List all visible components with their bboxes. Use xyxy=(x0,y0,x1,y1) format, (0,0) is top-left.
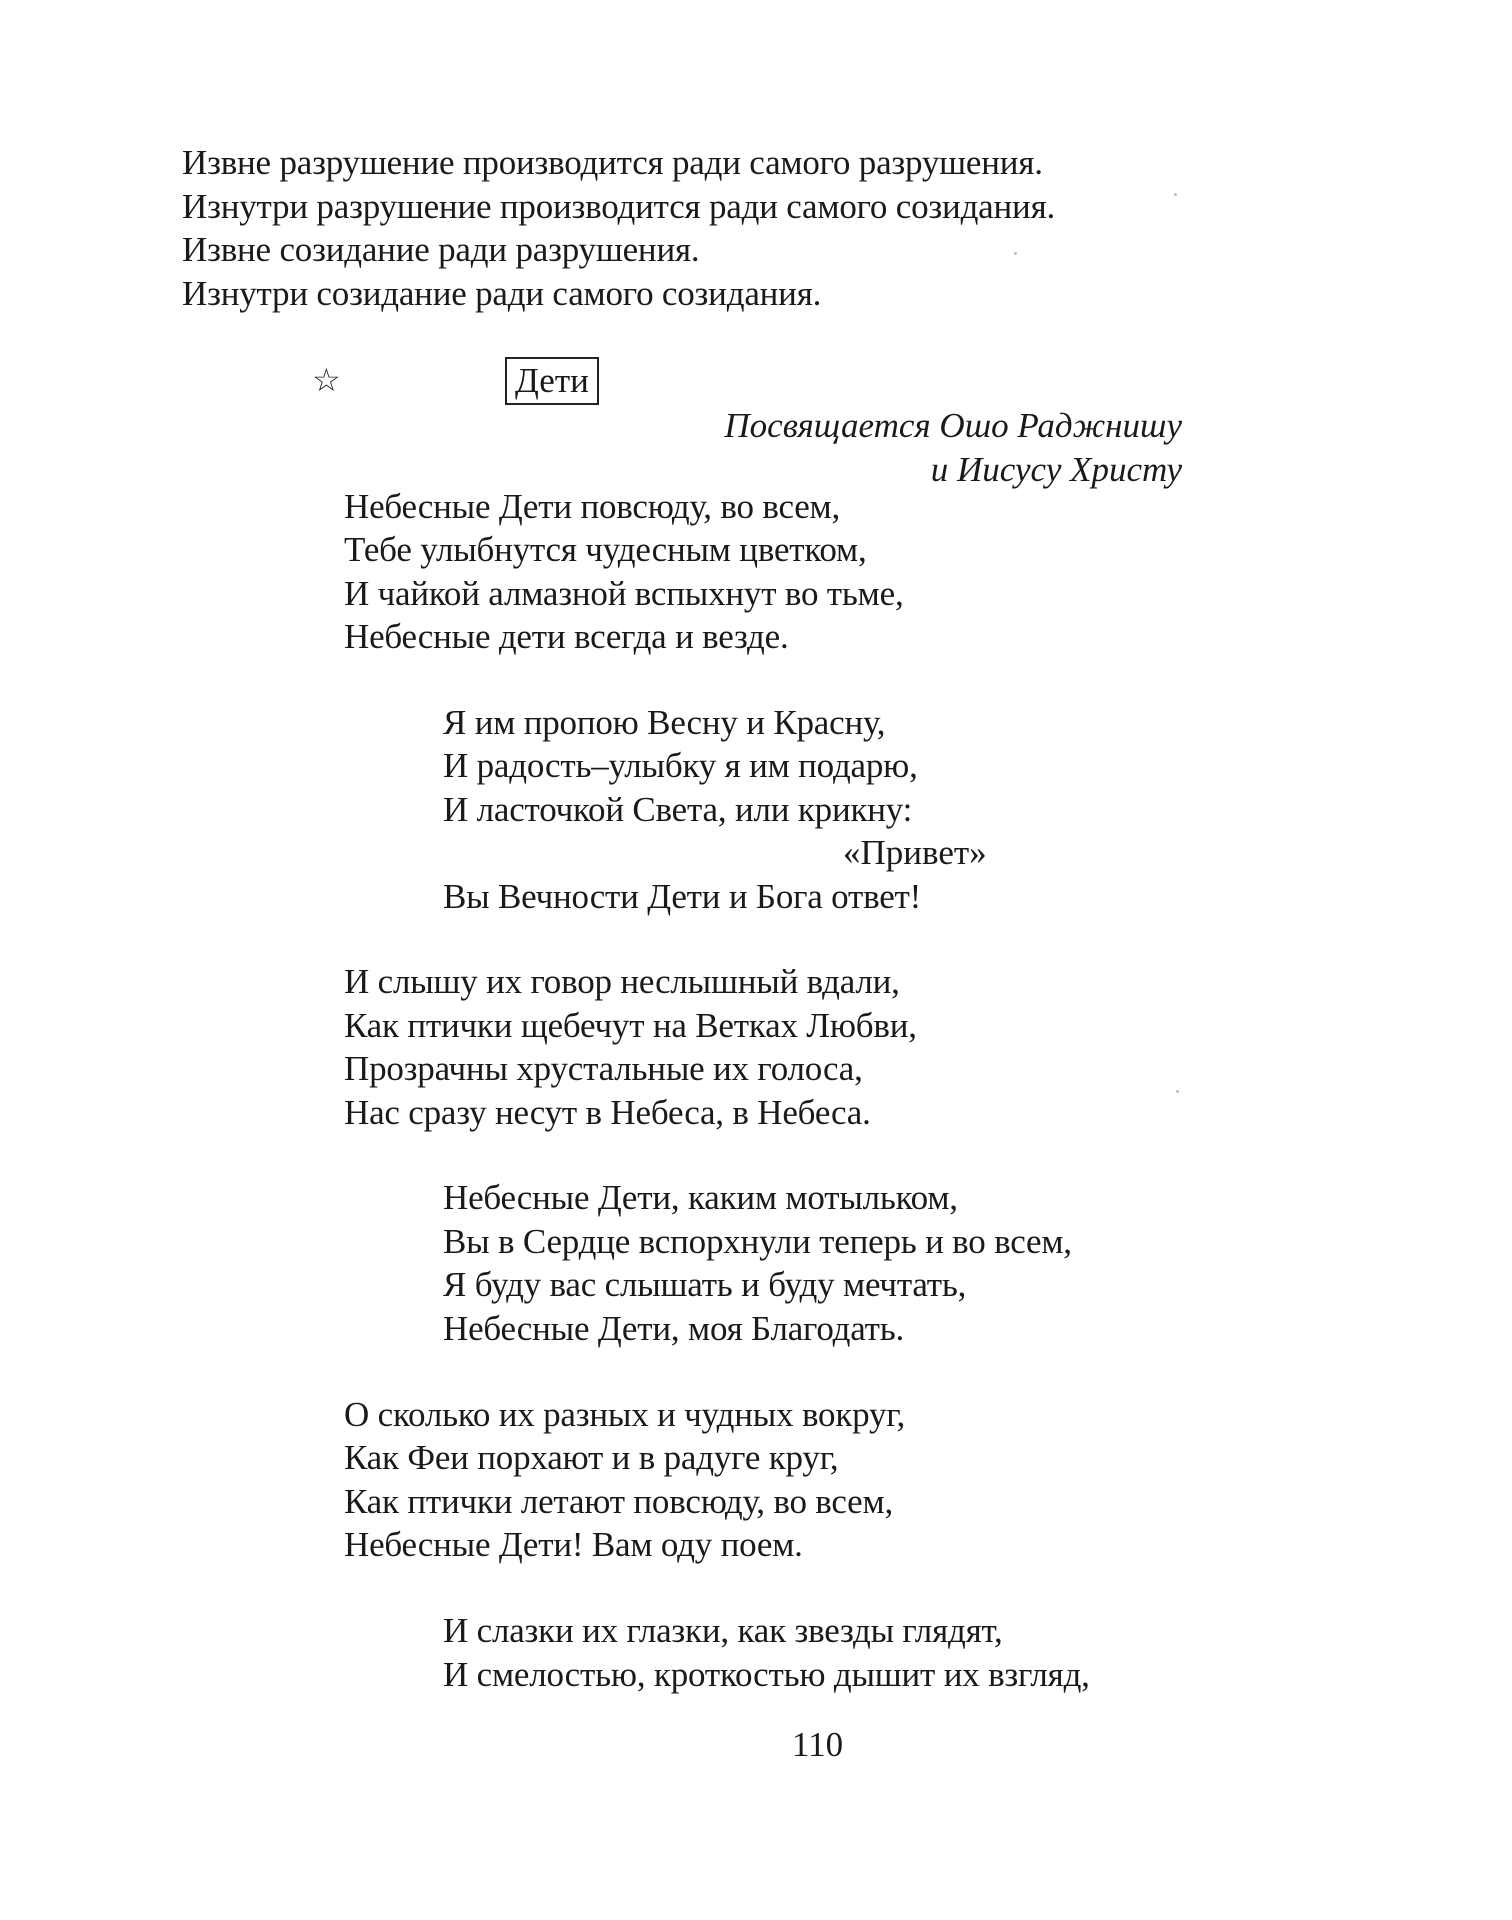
scan-speck xyxy=(1014,252,1017,255)
poem-line: И смелостью, кроткостью дышит их взгляд, xyxy=(443,1655,1090,1694)
poem-line: Как птички щебечут на Ветках Любви, xyxy=(344,1006,917,1045)
star-icon: ☆ xyxy=(312,361,341,399)
poem-line: Небесные Дети повсюду, во всем, xyxy=(344,487,841,526)
poem-line: Как птички летают повсюду, во всем, xyxy=(344,1482,894,1521)
dedication-line: и Иисусу Христу xyxy=(930,450,1182,489)
intro-line: Извне созидание ради разрушения. xyxy=(182,230,700,269)
poem-title: Дети xyxy=(505,357,599,405)
poem-line: Вы в Сердце вспорхнули теперь и во всем, xyxy=(443,1222,1072,1261)
poem-line: «Привет» xyxy=(843,833,987,872)
poem-line: Небесные Дети! Вам оду поем. xyxy=(344,1525,803,1564)
poem-line: Прозрачны хрустальные их голоса, xyxy=(344,1049,863,1088)
poem-line: И слазки их глазки, как звезды глядят, xyxy=(443,1611,1003,1650)
poem-line: Тебе улыбнутся чудесным цветком, xyxy=(344,530,867,569)
poem-line: И чайкой алмазной вспыхнут во тьме, xyxy=(344,574,904,613)
scan-speck xyxy=(1176,1090,1179,1093)
poem-line: И ласточкой Света, или крикну: xyxy=(443,790,913,829)
poem-line: Небесные Дети, каким мотыльком, xyxy=(443,1178,958,1217)
poem-line: Вы Вечности Дети и Бога ответ! xyxy=(443,877,922,916)
poem-line: И радость–улыбку я им подарю, xyxy=(443,746,918,785)
dedication-line: Посвящается Ошо Раджнишу xyxy=(724,406,1182,445)
poem-line: Я им пропою Весну и Красну, xyxy=(443,703,886,742)
intro-line: Извне разрушение производится ради самого разрушения. xyxy=(182,143,1043,182)
poem-line: О сколько их разных и чудных вокруг, xyxy=(344,1395,906,1434)
intro-line: Изнутри разрушение производится ради самого созидания. xyxy=(182,187,1056,226)
scan-speck xyxy=(1174,193,1177,196)
intro-line: Изнутри созидание ради самого созидания. xyxy=(182,274,822,313)
poem-line: Нас сразу несут в Небеса, в Небеса. xyxy=(344,1093,871,1132)
page-number: 110 xyxy=(791,1725,844,1764)
poem-line: Небесные дети всегда и везде. xyxy=(344,617,789,656)
poem-line: Небесные Дети, моя Благодать. xyxy=(443,1309,905,1348)
poem-line: Я буду вас слышать и буду мечтать, xyxy=(443,1265,967,1304)
poem-line: И слышу их говор неслышный вдали, xyxy=(344,962,900,1001)
poem-line: Как Феи порхают и в радуге круг, xyxy=(344,1438,839,1477)
